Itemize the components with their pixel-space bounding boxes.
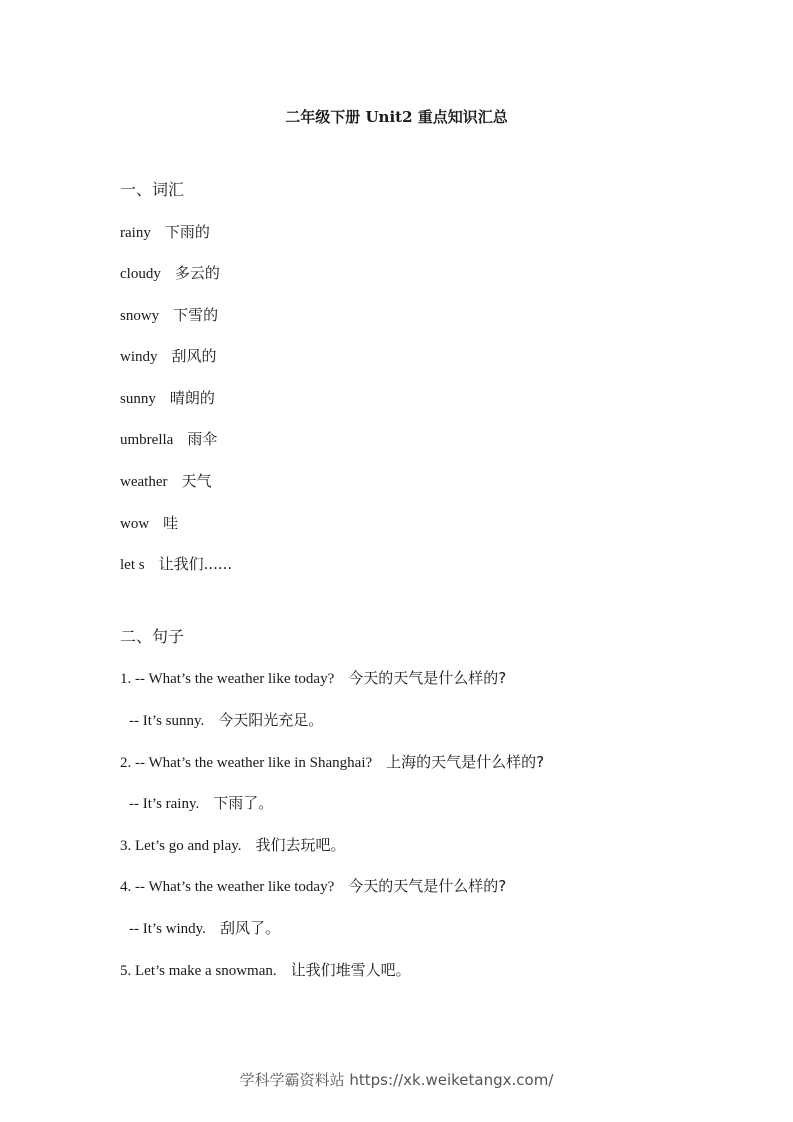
sentence-english: -- It’s windy.	[129, 921, 206, 937]
vocab-word: sunny	[120, 391, 156, 407]
sentence-english: 1. -- What’s the weather like today?	[120, 671, 335, 687]
sentence-english: 2. -- What’s the weather like in Shanghai?	[120, 755, 373, 771]
sentences-heading: 二、句子	[120, 627, 185, 646]
sentence-chinese: 让我们堆雪人吧。	[290, 961, 411, 979]
sentence-chinese: 今天的天气是什么样的?	[348, 877, 507, 895]
sentence-line	[129, 792, 273, 815]
sentence-chinese: 我们去玩吧。	[255, 836, 346, 854]
vocab-word: let s	[120, 557, 145, 573]
vocab-word: snowy	[120, 308, 160, 324]
sentence-english: 5. Let’s make a snowman.	[120, 963, 277, 979]
vocab-item	[120, 470, 211, 493]
vocab-meaning: 天气	[181, 472, 212, 490]
sentence-line	[129, 709, 323, 732]
vocab-item	[120, 387, 215, 410]
sentence-chinese: 今天的天气是什么样的?	[348, 669, 507, 687]
vocab-item	[120, 221, 210, 244]
vocab-item	[120, 512, 178, 535]
vocab-item	[120, 304, 218, 327]
vocab-word: windy	[120, 349, 158, 365]
vocab-meaning: 下雪的	[173, 306, 219, 324]
sentence-chinese: 上海的天气是什么样的?	[386, 753, 545, 771]
sentence-english: -- It’s rainy.	[129, 796, 200, 812]
sentence-chinese: 刮风了。	[219, 919, 280, 937]
vocab-item	[120, 262, 220, 285]
vocab-item	[120, 345, 217, 368]
sentence-line	[120, 751, 544, 774]
sentence-line	[120, 875, 506, 898]
vocab-item	[120, 428, 217, 451]
vocab-meaning: 哇	[163, 514, 179, 532]
vocab-meaning: 晴朗的	[169, 389, 215, 407]
vocab-word: rainy	[120, 225, 151, 241]
sentence-chinese: 下雨了。	[213, 794, 274, 812]
vocab-meaning: 下雨的	[164, 223, 210, 241]
sentence-chinese: 今天阳光充足。	[218, 711, 324, 729]
sentence-line	[129, 917, 280, 940]
vocab-meaning: 刮风的	[171, 347, 217, 365]
sentence-english: 4. -- What’s the weather like today?	[120, 879, 335, 895]
vocab-meaning: 雨伞	[187, 430, 218, 448]
vocab-meaning: 多云的	[174, 264, 220, 282]
vocab-item	[120, 553, 232, 576]
document-title: 二年级下册 Unit2 重点知识汇总	[285, 108, 508, 126]
vocab-heading: 一、词汇	[120, 180, 185, 199]
footer-source-link[interactable]: 学科学霸资料站 https://xk.weiketangx.com/	[239, 1071, 554, 1089]
vocab-word: wow	[120, 516, 150, 532]
vocab-word: umbrella	[120, 432, 174, 448]
vocab-word: cloudy	[120, 266, 161, 282]
sentence-line	[120, 667, 506, 690]
sentence-english: 3. Let’s go and play.	[120, 838, 242, 854]
vocab-word: weather	[120, 474, 168, 490]
sentence-line	[120, 959, 411, 982]
sentence-english: -- It’s sunny.	[129, 713, 205, 729]
sentence-line	[120, 834, 346, 857]
vocab-meaning: 让我们......	[158, 555, 233, 573]
